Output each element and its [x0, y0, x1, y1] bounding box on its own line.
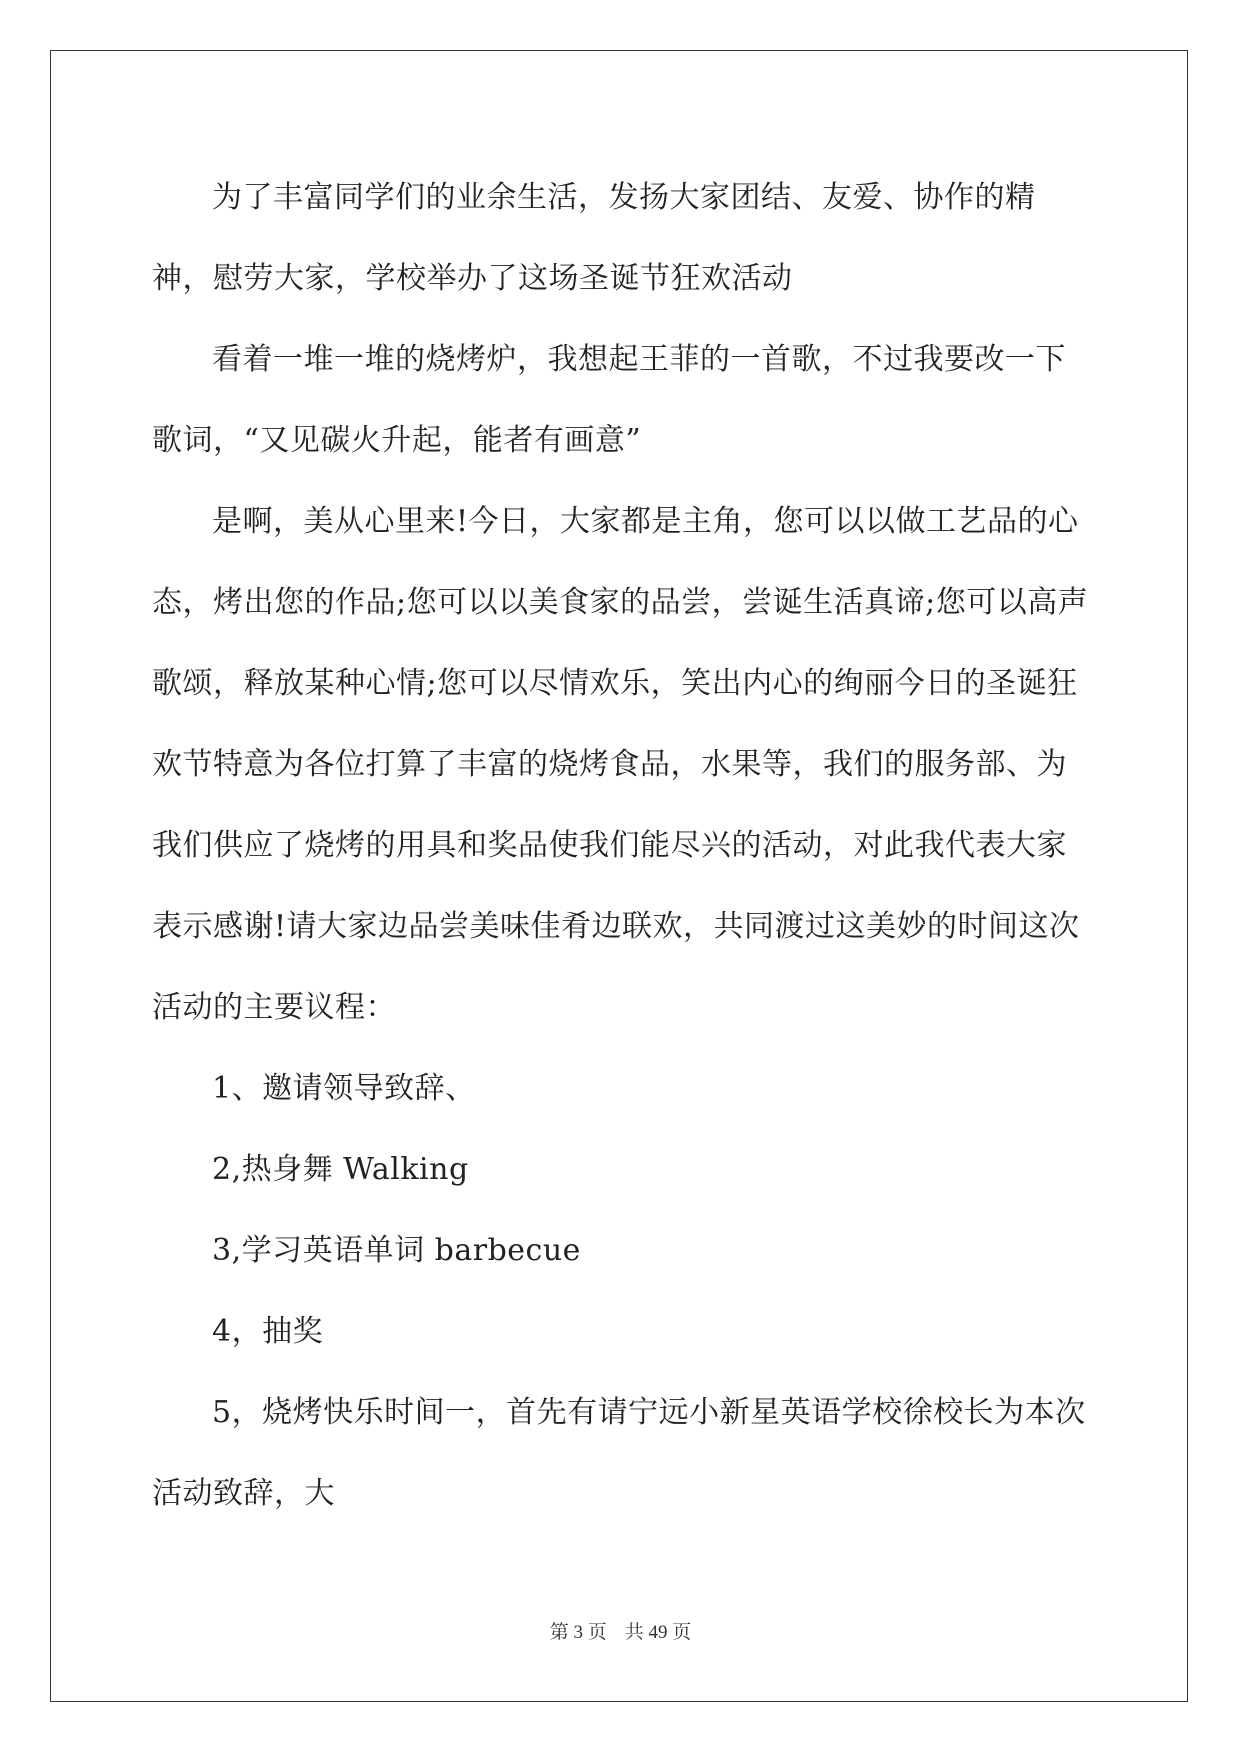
paragraph: 看着一堆一堆的烧烤炉，我想起王菲的一首歌，不过我要改一下歌词，“又见碳火升起，能者有画意” — [152, 342, 1066, 458]
document-body — [152, 157, 1092, 1534]
agenda-item: 5，烧烤快乐时间一，首先有请宁远小新星英语学校徐校长为本次活动致辞，大 — [152, 1395, 1086, 1511]
paragraph: 为了丰富同学们的业余生活，发扬大家团结、友爱、协作的精神，慰劳大家，学校举办了这场圣诞节狂欢活动 — [152, 180, 1036, 296]
agenda-item: 3,学习英语单词 barbecue — [212, 1233, 581, 1268]
agenda-item: 1、邀请领导致辞、 — [212, 1071, 476, 1106]
paragraph: 是啊，美从心里来!今日，大家都是主角，您可以以做工艺品的心态，烤出您的作品;您可以以美食家的品尝，尝诞生活真谛;您可以高声歌颂，释放某种心情;您可以尽情欢乐，笑出内心的绚丽今日的圣诞狂欢节特意为各位打算了丰富的烧烤食品，水果等，我们的服务部、为我们供应了烧烤的用具和奖品使我们能尽兴的活动，对此我代表大家表示感谢!请大家边品尝美味佳肴边联欢，共同渡过这美妙的时间这次活动的主要议程： — [152, 504, 1089, 1025]
page-footer — [0, 1617, 1241, 1644]
page-number: 第 3 页 — [549, 1622, 607, 1643]
page-total: 共 49 页 — [624, 1622, 692, 1643]
agenda-item: 4，抽奖 — [212, 1314, 324, 1349]
agenda-item: 2,热身舞 Walking — [212, 1152, 469, 1187]
